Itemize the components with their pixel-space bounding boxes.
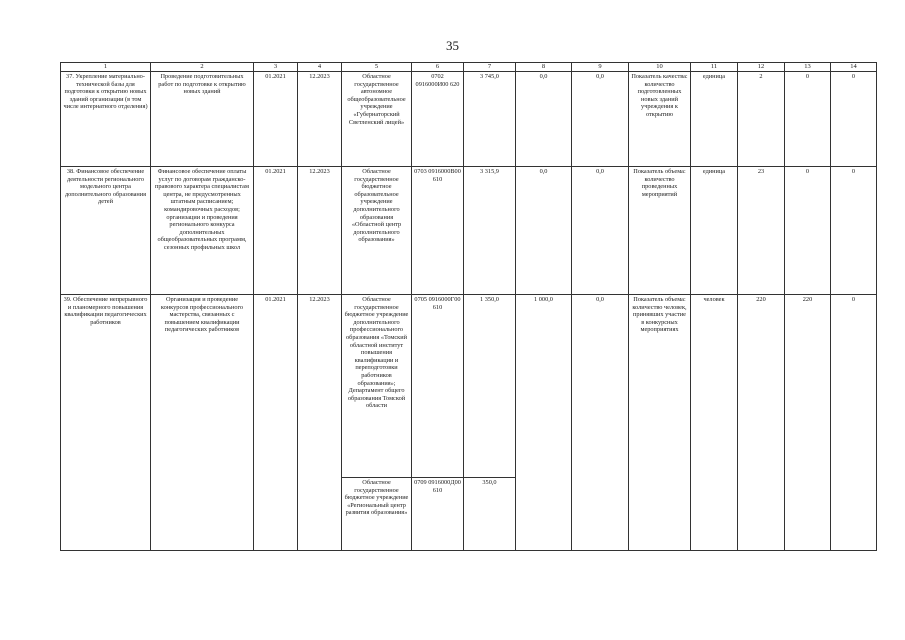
- event-description-cell: Финансовое обеспечение оплаты услуг по договорам гражданско-правового характера специалистам центра, не предусмотренных штатным расписанием; командировочных расходов; организации и проведения регионального конкурса дополнительных общеобразовательных программ, сезонных профильных школ: [151, 167, 254, 295]
- amount-cell: 0,0: [572, 295, 629, 551]
- column-header: 5: [342, 63, 412, 72]
- unit-cell: единица: [691, 72, 738, 167]
- table-row: [61, 295, 877, 478]
- event-name-cell: 39. Обеспечение непрерывного и планомерного повышения квалификации педагогических работников: [61, 295, 151, 551]
- amount-cell: 1 000,0: [516, 295, 572, 551]
- column-number-row: [61, 63, 877, 72]
- column-header: 14: [831, 63, 877, 72]
- program-table: [60, 62, 877, 551]
- amount-cell: 3 745,0: [464, 72, 516, 167]
- unit-cell: человек: [691, 295, 738, 551]
- column-header: 8: [516, 63, 572, 72]
- indicator-cell: Показатель качества: количество подготовленных новых зданий учреждения к открытию: [629, 72, 691, 167]
- value-cell: 220: [785, 295, 831, 551]
- column-header: 7: [464, 63, 516, 72]
- table-row: [61, 72, 877, 167]
- value-cell: 0: [785, 72, 831, 167]
- end-date-cell: 12.2023: [298, 295, 342, 551]
- column-header: 10: [629, 63, 691, 72]
- value-cell: 0: [785, 167, 831, 295]
- budget-code-cell: 0709 0916000Д00 610: [412, 478, 464, 551]
- amount-cell: 350,0: [464, 478, 516, 551]
- start-date-cell: 01.2021: [254, 167, 298, 295]
- column-header: 9: [572, 63, 629, 72]
- event-description-cell: Организация и проведение конкурсов профессионального мастерства, связанных с повышением квалификации педагогических работников: [151, 295, 254, 551]
- amount-cell: 1 350,0: [464, 295, 516, 478]
- value-cell: 0: [831, 295, 877, 551]
- event-description-cell: Проведение подготовительных работ по подготовке к открытию новых зданий: [151, 72, 254, 167]
- start-date-cell: 01.2021: [254, 72, 298, 167]
- amount-cell: 3 315,9: [464, 167, 516, 295]
- column-header: 13: [785, 63, 831, 72]
- event-name-cell: 38. Финансовое обеспечение деятельности регионального модельного центра дополнительного образования детей: [61, 167, 151, 295]
- amount-cell: 0,0: [572, 72, 629, 167]
- column-header: 11: [691, 63, 738, 72]
- unit-cell: единица: [691, 167, 738, 295]
- page-number: 35: [446, 38, 459, 53]
- event-name-cell: 37. Укрепление материально-технической базы для подготовки к открытию новых зданий организации (в том числе интернатного отделения): [61, 72, 151, 167]
- executor-cell: Областное государственное бюджетное учреждение дополнительного профессионального образования «Томский областной институт повышения квалификации и переподготовки работников образования»; Департамент общего образования Томской области: [342, 295, 412, 478]
- column-header: 12: [738, 63, 785, 72]
- start-date-cell: 01.2021: [254, 295, 298, 551]
- value-cell: 2: [738, 72, 785, 167]
- table-row: [61, 167, 877, 295]
- budget-code-cell: 0705 0916000Г00 610: [412, 295, 464, 478]
- amount-cell: 0,0: [572, 167, 629, 295]
- value-cell: 0: [831, 72, 877, 167]
- amount-cell: 0,0: [516, 72, 572, 167]
- budget-code-cell: 0702 0916000И00 620: [412, 72, 464, 167]
- indicator-cell: Показатель объема: количество проведенных мероприятий: [629, 167, 691, 295]
- amount-cell: 0,0: [516, 167, 572, 295]
- budget-code-cell: 0703 0916000В00 610: [412, 167, 464, 295]
- column-header: 4: [298, 63, 342, 72]
- value-cell: 220: [738, 295, 785, 551]
- column-header: 2: [151, 63, 254, 72]
- value-cell: 23: [738, 167, 785, 295]
- column-header: 6: [412, 63, 464, 72]
- indicator-cell: Показатель объема: количество человек, принявших участие в конкурсных мероприятиях: [629, 295, 691, 551]
- end-date-cell: 12.2023: [298, 72, 342, 167]
- executor-cell: Областное государственное бюджетное учреждение «Региональный центр развития образования»: [342, 478, 412, 551]
- column-header: 3: [254, 63, 298, 72]
- executor-cell: Областное государственное бюджетное образовательное учреждение дополнительного образования «Областной центр дополнительного образования»: [342, 167, 412, 295]
- executor-cell: Областное государственное автономное общеобразовательное учреждение «Губернаторский Светленский лицей»: [342, 72, 412, 167]
- end-date-cell: 12.2023: [298, 167, 342, 295]
- column-header: 1: [61, 63, 151, 72]
- value-cell: 0: [831, 167, 877, 295]
